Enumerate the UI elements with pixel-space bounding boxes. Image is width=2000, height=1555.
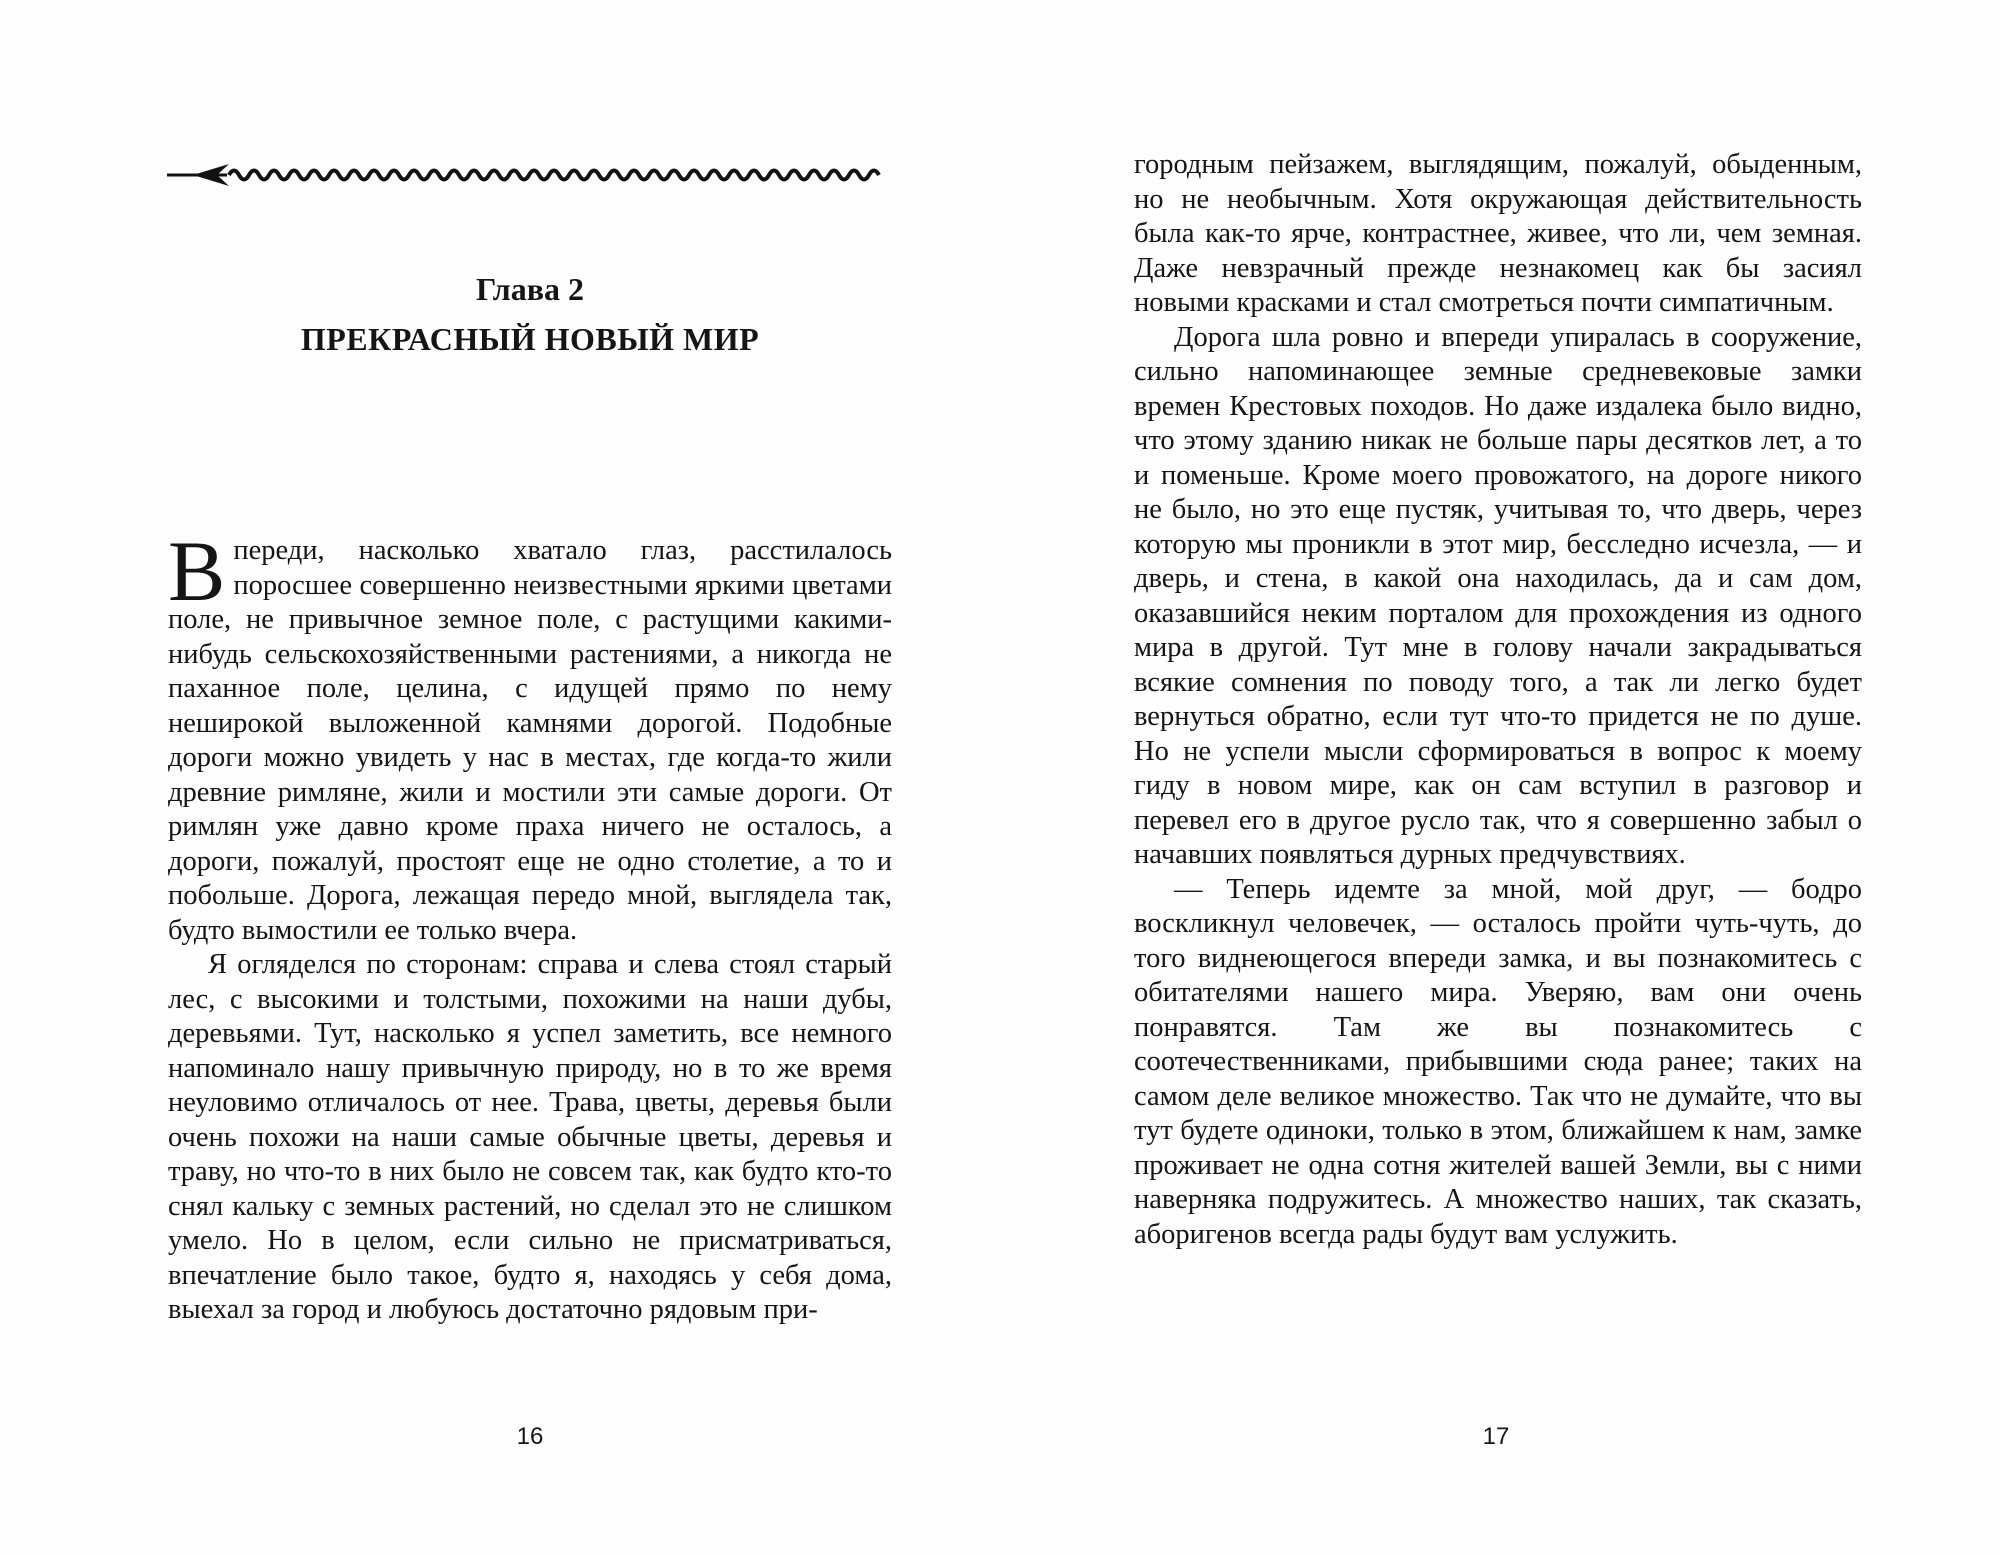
chapter-ornament-icon	[165, 160, 895, 190]
chapter-number: Глава 2	[476, 271, 584, 307]
paragraph-3: городным пейзажем, выглядящим, пожалуй, обыденным, но не необычным. Хотя окружающая действительность была как-то ярче, контрастнее, живее, что ли, чем земная. Даже невзрачный прежде незнакомец как бы засиял новыми красками и стал смотреться почти симпатичным.	[1134, 149, 1862, 318]
drop-cap: В	[168, 523, 226, 619]
page-number-left: 16	[516, 1423, 544, 1450]
paragraph-2: Я огляделся по сторонам: справа и слева стоял старый лес, с высокими и толстыми, похожими на наши дубы, деревьями. Тут, насколько я успел заметить, все немного напоминало нашу привычную природу, но в то же время неуловимо отличалось от нее. Трава, цветы, деревья были очень похожи на наши самые обычные цветы, деревья и траву, но что-то в них было не совсем так, как будто кто-то снял кальку с земных растений, но сделал это не слишком умело. Но в целом, если сильно не присматриваться, впечатление было такое, будто я, находясь у себя дома, выехал за город и любуюсь достаточно рядовым при-	[168, 949, 892, 1325]
right-page-body	[1134, 148, 1862, 1252]
page-number-right: 17	[1482, 1423, 1510, 1450]
paragraph-1-text: переди, насколько хватало глаз, расстилалось поросшее совершенно неизвестными яркими цветами поле, не привычное земное поле, с растущими какими-нибудь сельскохозяйственными растениями, а никогда не паханное поле, целина, с идущей прямо по нему неширокой выложенной камнями дорогой. Подобные дороги можно увидеть у нас в местах, где когда-то жили древние римляне, жили и мостили эти самые дороги. От римлян уже давно кроме праха ничего не осталось, а дороги, пожалуй, простоят еще не одно столетие, а то и побольше. Дорога, лежащая передо мной, выглядела так, будто вымостили ее только вчера.	[168, 535, 892, 946]
chapter-heading	[165, 268, 895, 368]
left-page-body	[168, 523, 892, 1328]
paragraph-1	[168, 523, 892, 948]
chapter-title: ПРЕКРАСНЫЙ НОВЫЙ МИР	[300, 321, 760, 357]
paragraph-5: — Теперь идемте за мной, мой друг, — бодро воскликнул человечек, — осталось пройти чуть-чуть, до того виднеющегося впереди замка, и вы познакомитесь с обитателями нашего мира. Уверяю, вам они очень понравятся. Там же вы познакомитесь с соотечественниками, прибывшими сюда ранее; таких на самом деле великое множество. Так что не думайте, что вы тут будете одиноки, только в этом, ближайшем к нам, замке проживает не одна сотня жителей вашей Земли, вы с ними наверняка подружитесь. А множество наших, так сказать, аборигенов всегда рады будут вам услужить.	[1134, 873, 1862, 1250]
paragraph-4: Дорога шла ровно и впереди упиралась в сооружение, сильно напоминающее земные средневековые замки времен Крестовых походов. Но даже издалека было видно, что этому зданию никак не больше пары десятков лет, а то и поменьше. Кроме моего провожатого, на дороге никого не было, но это еще пустяк, учитывая то, что дверь, через которую мы проникли в этот мир, бесследно исчезла, — и дверь, и стена, в какой она находилась, да и сам дом, оказавшийся неким порталом для прохождения из одного мира в другой. Тут мне в голову начали закрадываться всякие сомнения по поводу того, а так ли легко будет вернуться обратно, если тут что-то придется не по душе. Но не успели мысли сформироваться в вопрос к моему гиду в новом мире, как он сам вступил в разговор и перевел его в другое русло так, что я совершенно забыл о начавших появляться дурных предчувствиях.	[1134, 321, 1862, 870]
